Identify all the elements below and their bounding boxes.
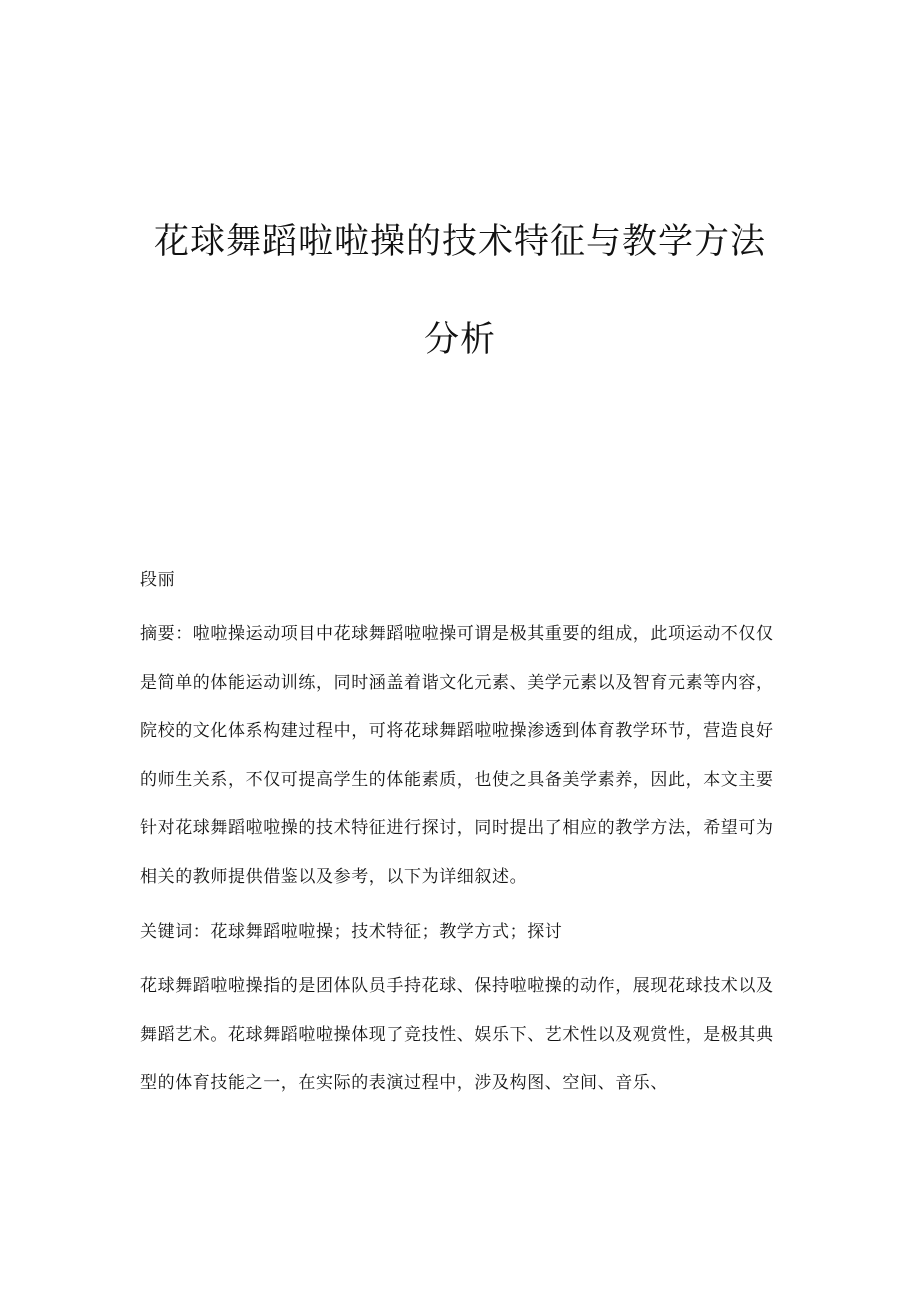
author-name: 段丽 (140, 570, 176, 590)
abstract-paragraph: 摘要：啦啦操运动项目中花球舞蹈啦啦操可谓是极其重要的组成，此项运动不仅仅是简单的体能运动训练，同时涵盖着谐文化元素、美学元素以及智育元素等内容，院校的文化体系构建过程中，可将花球舞蹈啦啦操渗透到体育教学环节，营造良好的师生关系，不仅可提高学生的体能素质，也使之具备美学素养，因此，本文主要针对花球舞蹈啦啦操的技术特征进行探讨，同时提出了相应的教学方法，希望可为相关的教师提供借鉴以及参考，以下为详细叙述。 (140, 624, 774, 887)
document-title-line-2: 分析 (423, 320, 496, 360)
body-paragraph: 花球舞蹈啦啦操指的是团体队员手持花球、保持啦啦操的动作，展现花球技术以及舞蹈艺术。花球舞蹈啦啦操体现了竞技性、娱乐下、艺术性以及观赏性，是极其典型的体育技能之一，在实际的表演过程中，涉及构图、空间、音乐、 (140, 976, 774, 1093)
document-title-line-1: 花球舞蹈啦啦操的技术特征与教学方法 (153, 222, 766, 262)
keywords-line: 关键词：花球舞蹈啦啦操；技术特征；教学方式；探讨 (140, 922, 563, 942)
